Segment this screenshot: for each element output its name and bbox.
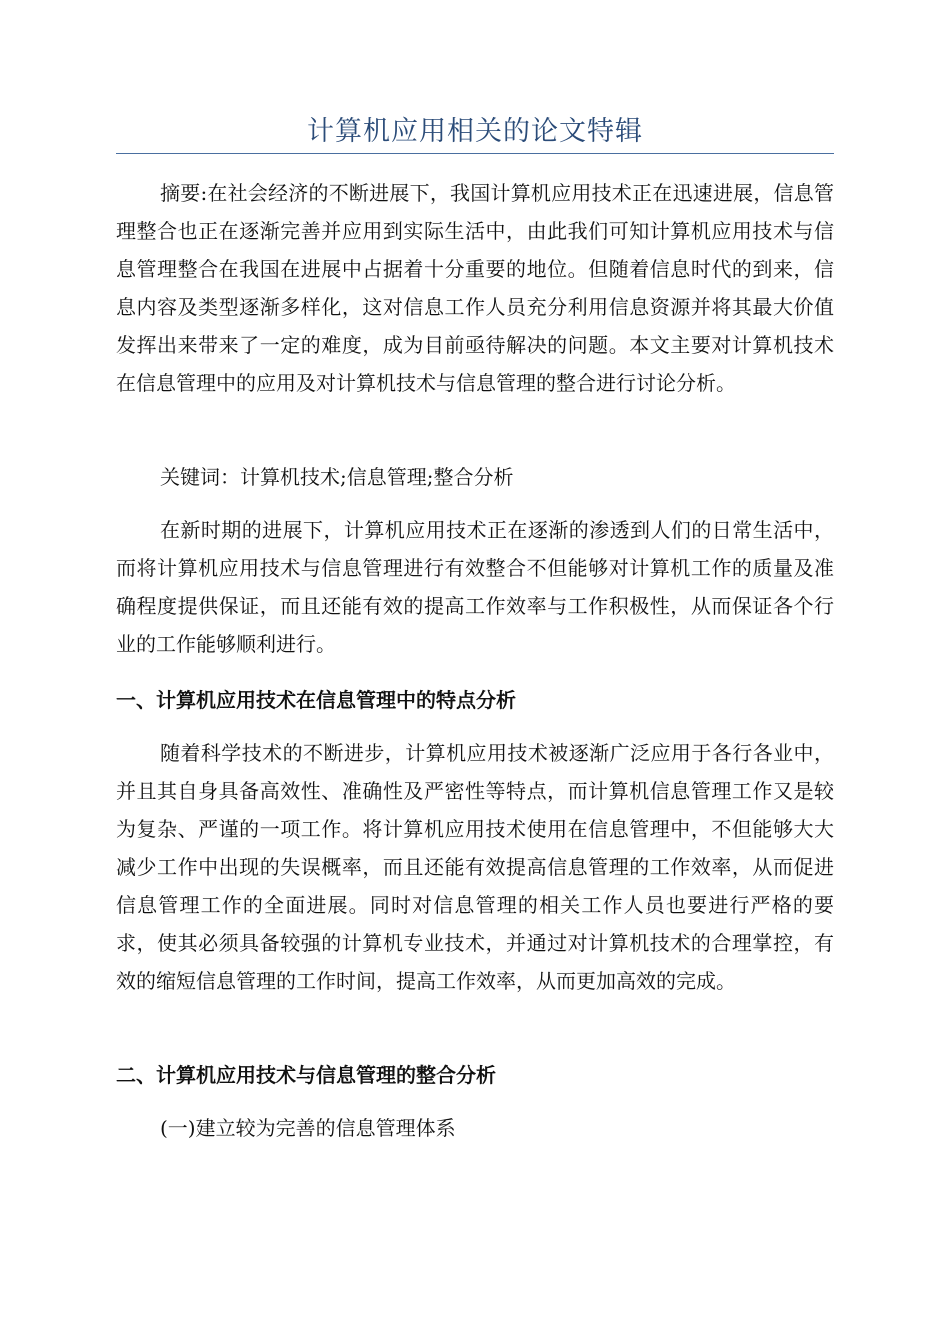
keywords-paragraph: 关键词：计算机技术;信息管理;整合分析 <box>160 465 514 489</box>
subsection-1-heading: (一)建立较为完善的信息管理体系 <box>160 1116 456 1140</box>
section-1-body: 随着科学技术的不断进步，计算机应用技术被逐渐广泛应用于各行各业中，并且其自身具备高效性、准确性及严密性等特点，而计算机信息管理工作又是较为复杂、严谨的一项工作。将计算机应用技术使用在信息管理中，不但能够大大减少工作中出现的失误概率，而且还能有效提高信息管理的工作效率，从而促进信息管理工作的全面进展。同时对信息管理的相关工作人员也要进行严格的要求，使其必须具备较强的计算机专业技术，并通过对计算机技术的合理掌控，有效的缩短信息管理的工作时间，提高工作效率，从而更加高效的完成。 <box>116 741 834 993</box>
abstract-paragraph: 摘要:在社会经济的不断进展下，我国计算机应用技术正在迅速进展，信息管理整合也正在逐渐完善并应用到实际生活中，由此我们可知计算机应用技术与信息管理整合在我国在进展中占据着十分重要的地位。但随着信息时代的到来，信息内容及类型逐渐多样化，这对信息工作人员充分利用信息资源并将其最大价值发挥出来带来了一定的难度，成为目前亟待解决的问题。本文主要对计算机技术在信息管理中的应用及对计算机技术与信息管理的整合进行讨论分析。 <box>116 181 834 395</box>
section-2-heading: 二、计算机应用技术与信息管理的整合分析 <box>116 1063 496 1087</box>
section-1-heading: 一、计算机应用技术在信息管理中的特点分析 <box>116 688 516 712</box>
intro-paragraph: 在新时期的进展下，计算机应用技术正在逐渐的渗透到人们的日常生活中，而将计算机应用技术与信息管理进行有效整合不但能够对计算机工作的质量及准确程度提供保证，而且还能有效的提高工作效率与工作积极性，从而保证各个行业的工作能够顺利进行。 <box>116 518 834 656</box>
document-title: 计算机应用相关的论文特辑 <box>307 116 643 147</box>
title-underline <box>116 153 834 154</box>
